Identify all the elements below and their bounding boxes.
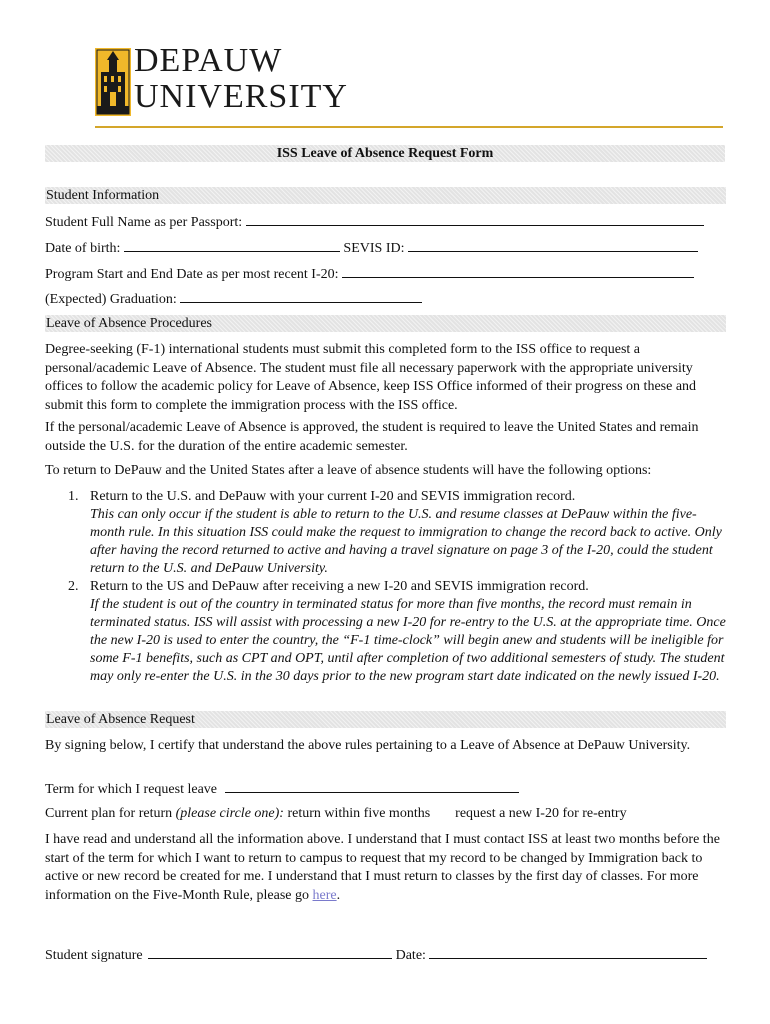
program-dates-row: [45, 265, 694, 283]
option-note: This can only occur if the student is able to return to the U.S. and resume classes at DePauw within the five-month rule. In this situation ISS could make the request to immigration to change the record back to active. Only after having the record returned to active and having a travel signature on page 3 of the I-20, could the student return to the U.S. and DePauw University.: [90, 507, 722, 576]
form-title: ISS Leave of Absence Request Form: [45, 145, 725, 162]
dob-field[interactable]: [124, 239, 340, 252]
plan-option-new-i20[interactable]: request a new I-20 for re-entry: [455, 806, 627, 821]
five-month-rule-link[interactable]: here: [312, 887, 337, 903]
option-title: Return to the US and DePauw after receiving a new I-20 and SEVIS immigration record.: [90, 579, 589, 594]
full-name-label: Student Full Name as per Passport:: [45, 215, 243, 230]
graduation-label: (Expected) Graduation:: [45, 292, 177, 307]
term-row: [45, 780, 519, 798]
signature-field[interactable]: [148, 946, 392, 959]
final-statement-text: I have read and understand all the information above. I understand that I must contact ISS at least two months before the start of the term for which I want to return to campus to request that my record to be changed by Immigration back to active or new record be created for me. I understand that I must return to classes by the first day of classes. For more information on the Five-Month Rule, please go: [45, 832, 720, 903]
plan-hint: (please circle one):: [175, 806, 284, 821]
section-student-info: Student Information: [45, 187, 726, 204]
procedures-paragraph-1: Degree-seeking (F-1) international students must submit this completed form to the ISS office to request a personal/academic Leave of Absence. The student must file all necessary paperwork with the appropriate university offices to follow the academic policy for Leave of Absence, keep ISS Office informed of their progress on these and submit this form to complete the immigration process with the ISS office.: [45, 342, 697, 413]
certify-statement: By signing below, I certify that understand the above rules pertaining to a Leave of Absence at DePauw University.: [45, 738, 691, 753]
wordmark-line2: UNIVERSITY: [134, 78, 348, 115]
date-label: Date:: [395, 948, 426, 963]
full-name-row: [45, 213, 704, 231]
term-label: Term for which I request leave: [45, 782, 217, 797]
signature-row: [45, 946, 707, 964]
plan-row: [45, 806, 627, 822]
procedures-paragraph-3: To return to DePauw and the United States after a leave of absence students will have the following options:: [45, 463, 652, 478]
section-request: Leave of Absence Request: [45, 711, 726, 728]
plan-label: Current plan for return: [45, 806, 173, 821]
final-statement: [45, 831, 725, 905]
option-number: 1.: [68, 489, 79, 504]
option-title: Return to the U.S. and DePauw with your current I-20 and SEVIS immigration record.: [90, 489, 576, 504]
sevis-field[interactable]: [408, 239, 698, 252]
option-list-item-1: [68, 488, 728, 578]
dob-label: Date of birth:: [45, 241, 121, 256]
final-statement-end: .: [336, 887, 341, 903]
date-field[interactable]: [429, 946, 707, 959]
plan-option-return[interactable]: return within five months: [287, 806, 431, 821]
signature-label: Student signature: [45, 948, 143, 963]
option-note: If the student is out of the country in terminated status for more than five months, the record must remain in terminated status. ISS will assist with processing a new I-20 for re-entry to the U.S. at the appropriate time. Once the new I-20 is used to enter the country, the “F-1 time-clock” will begin anew and students will be ineligible for some F-1 benefits, such as CPT and OPT, until after completion of two additional semesters of study. The student may only re-enter the U.S. in the 30 days prior to the new program start date indicated on the newly issued I-20.: [90, 597, 726, 684]
program-dates-label: Program Start and End Date as per most recent I-20:: [45, 267, 339, 282]
wordmark-line1: DEPAUW: [134, 42, 283, 79]
university-seal-icon: [95, 48, 131, 116]
program-dates-field[interactable]: [342, 265, 694, 278]
sevis-label: SEVIS ID:: [343, 241, 405, 256]
option-list-item-2: [68, 578, 728, 686]
graduation-row: [45, 290, 422, 308]
dob-sevis-row: [45, 239, 698, 257]
header-divider: [95, 126, 723, 128]
section-procedures: Leave of Absence Procedures: [45, 315, 726, 332]
option-number: 2.: [68, 579, 79, 594]
university-wordmark: [134, 44, 348, 114]
full-name-field[interactable]: [246, 213, 704, 226]
graduation-field[interactable]: [180, 290, 422, 303]
procedures-paragraph-2: If the personal/academic Leave of Absence is approved, the student is required to leave the United States and remain outside the U.S. for the duration of the entire academic semester.: [45, 420, 699, 454]
term-field[interactable]: [225, 780, 519, 793]
